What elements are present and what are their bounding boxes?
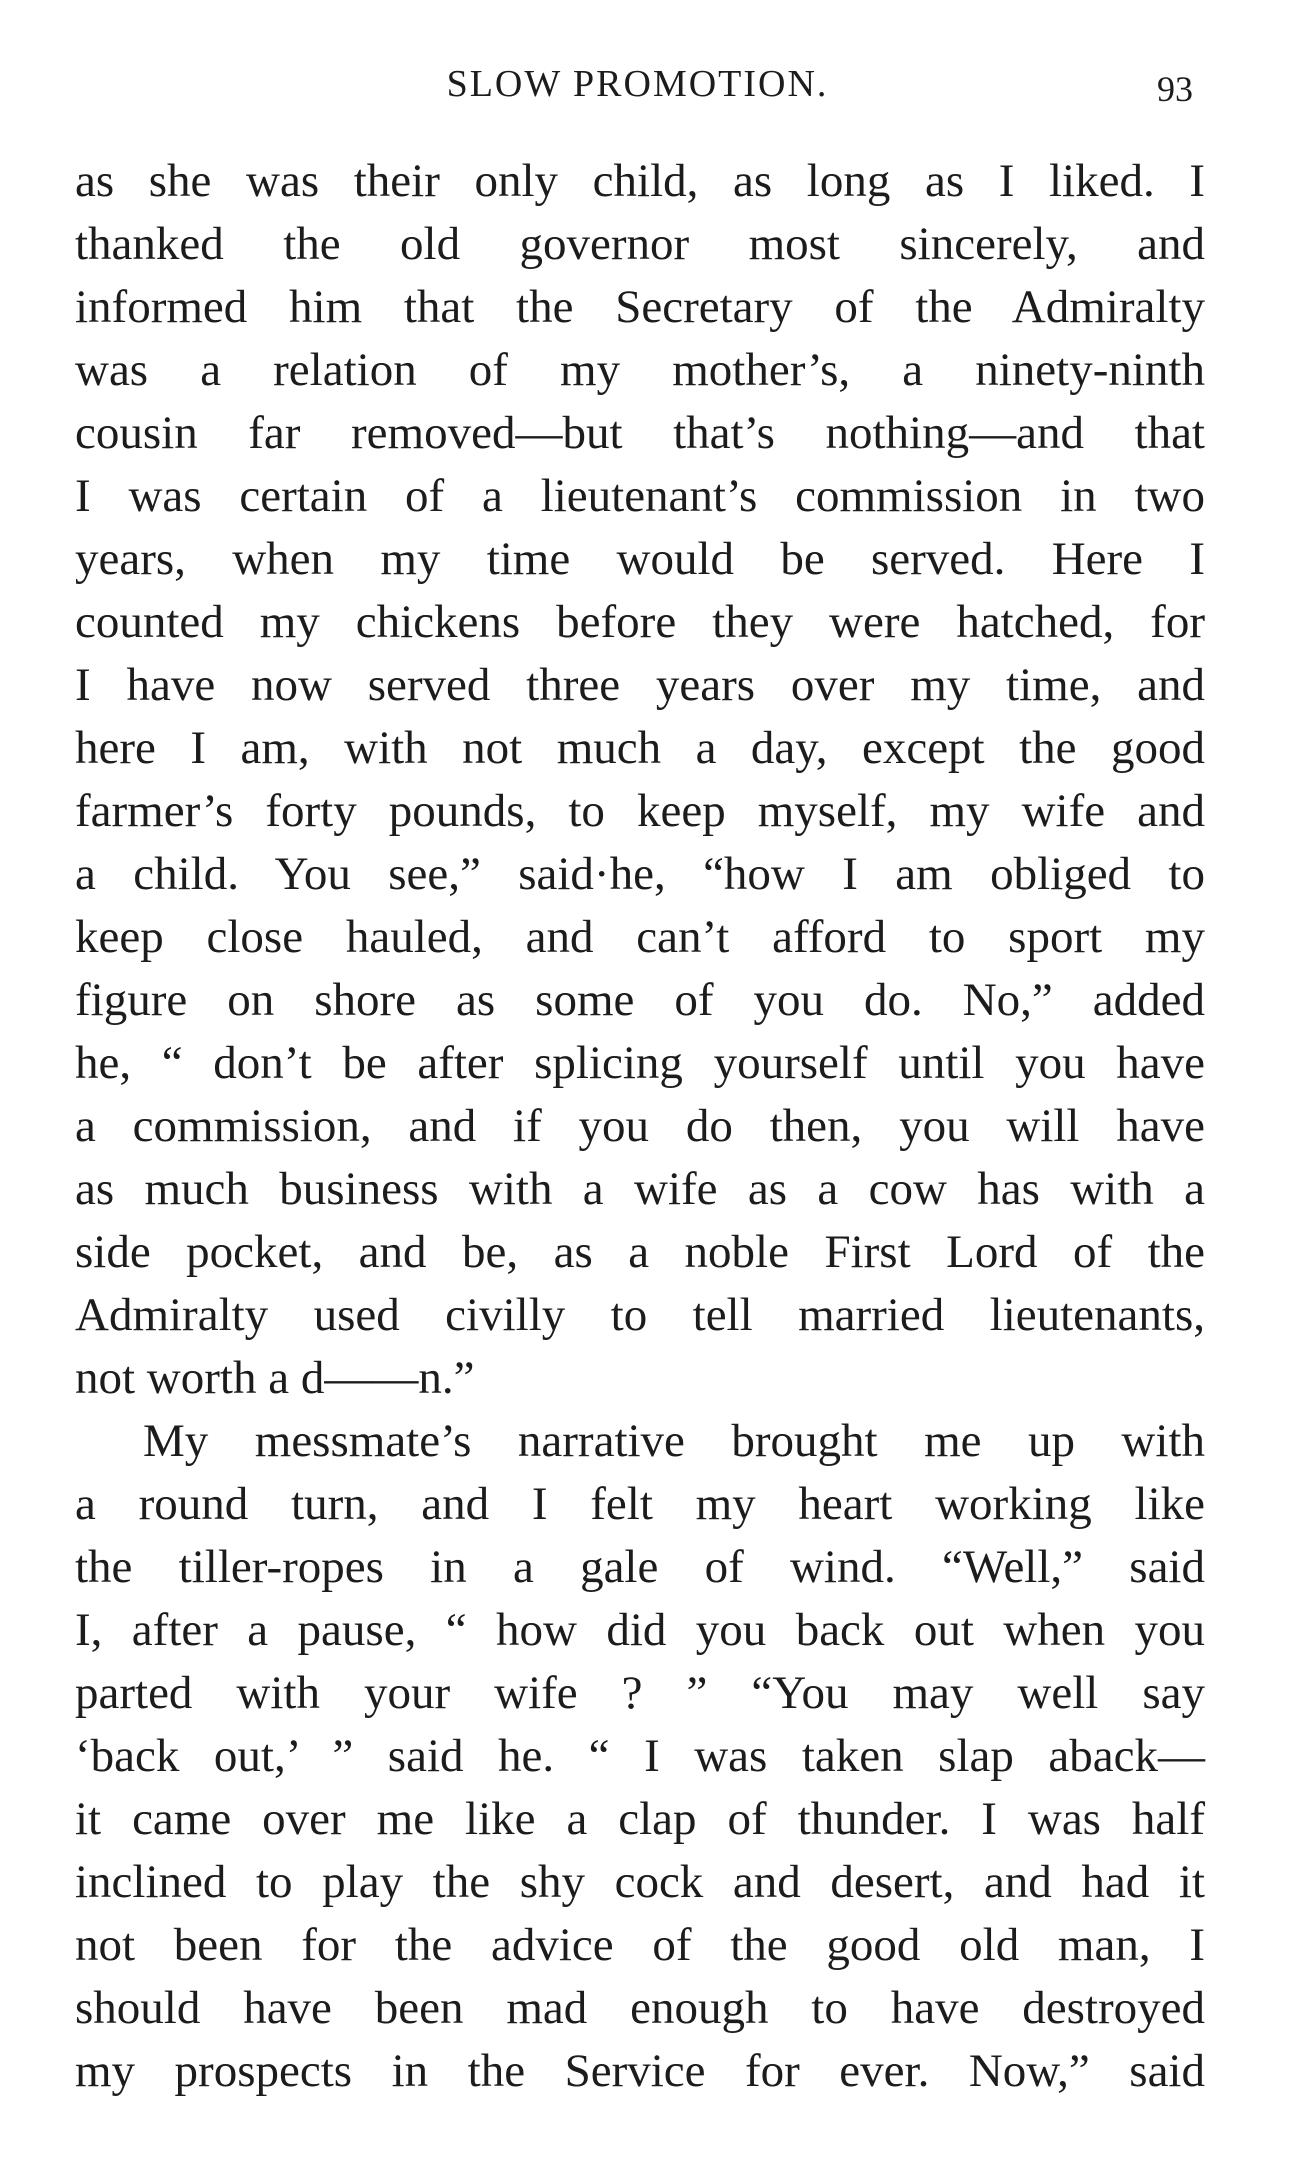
text-line: thanked the old governor most sincerely, and [75, 218, 1205, 270]
text-line: a round turn, and I felt my heart working like [75, 1478, 1205, 1530]
running-head [70, 62, 1205, 122]
paragraph-start-line: My messmate’s narrative brought me up with [143, 1415, 1205, 1467]
text-line: keep close hauled, and can’t afford to sport my [75, 911, 1205, 963]
text-line: the tiller-ropes in a gale of wind. “Well,” said [75, 1541, 1205, 1593]
text-line: ‘back out,’ ” said he. “ I was taken slap aback— [75, 1730, 1205, 1782]
text-line: years, when my time would be served. Here I [75, 533, 1205, 585]
text-line: inclined to play the shy cock and desert, and had it [75, 1856, 1205, 1908]
text-line: figure on shore as some of you do. No,” added [75, 974, 1205, 1026]
text-line: side pocket, and be, as a noble First Lord of the [75, 1226, 1205, 1278]
page-number: 93 [1157, 69, 1193, 109]
text-line: not been for the advice of the good old man, I [75, 1919, 1205, 1971]
text-line: it came over me like a clap of thunder. I was half [75, 1793, 1205, 1845]
text-line: a child. You see,” said·he, “how I am obliged to [75, 848, 1205, 900]
body-text [75, 150, 1205, 2103]
text-line: informed him that the Secretary of the Admiralty [75, 281, 1205, 333]
text-line: as much business with a wife as a cow has with a [75, 1163, 1205, 1215]
text-line: I was certain of a lieutenant’s commission in two [75, 470, 1205, 522]
running-title: SLOW PROMOTION. [446, 63, 829, 105]
text-line: here I am, with not much a day, except the good [75, 722, 1205, 774]
text-line: cousin far removed—but that’s nothing—and that [75, 407, 1205, 459]
text-line: not worth a d——n.” [75, 1352, 475, 1404]
text-line: a commission, and if you do then, you will have [75, 1100, 1205, 1152]
text-line: should have been mad enough to have destroyed [75, 1982, 1205, 2034]
text-line: I have now served three years over my time, and [75, 659, 1205, 711]
text-line: counted my chickens before they were hatched, for [75, 596, 1205, 648]
text-line: as she was their only child, as long as I liked. I [75, 155, 1205, 207]
text-line: Admiralty used civilly to tell married lieutenants, [75, 1289, 1205, 1341]
text-line: my prospects in the Service for ever. Now,” said [75, 2045, 1205, 2097]
text-line: I, after a pause, “ how did you back out when you [75, 1604, 1205, 1656]
text-line: he, “ don’t be after splicing yourself until you have [75, 1037, 1205, 1089]
text-line: parted with your wife ? ” “You may well say [75, 1667, 1205, 1719]
text-line: farmer’s forty pounds, to keep myself, my wife and [75, 785, 1205, 837]
text-line: was a relation of my mother’s, a ninety-ninth [75, 344, 1205, 396]
